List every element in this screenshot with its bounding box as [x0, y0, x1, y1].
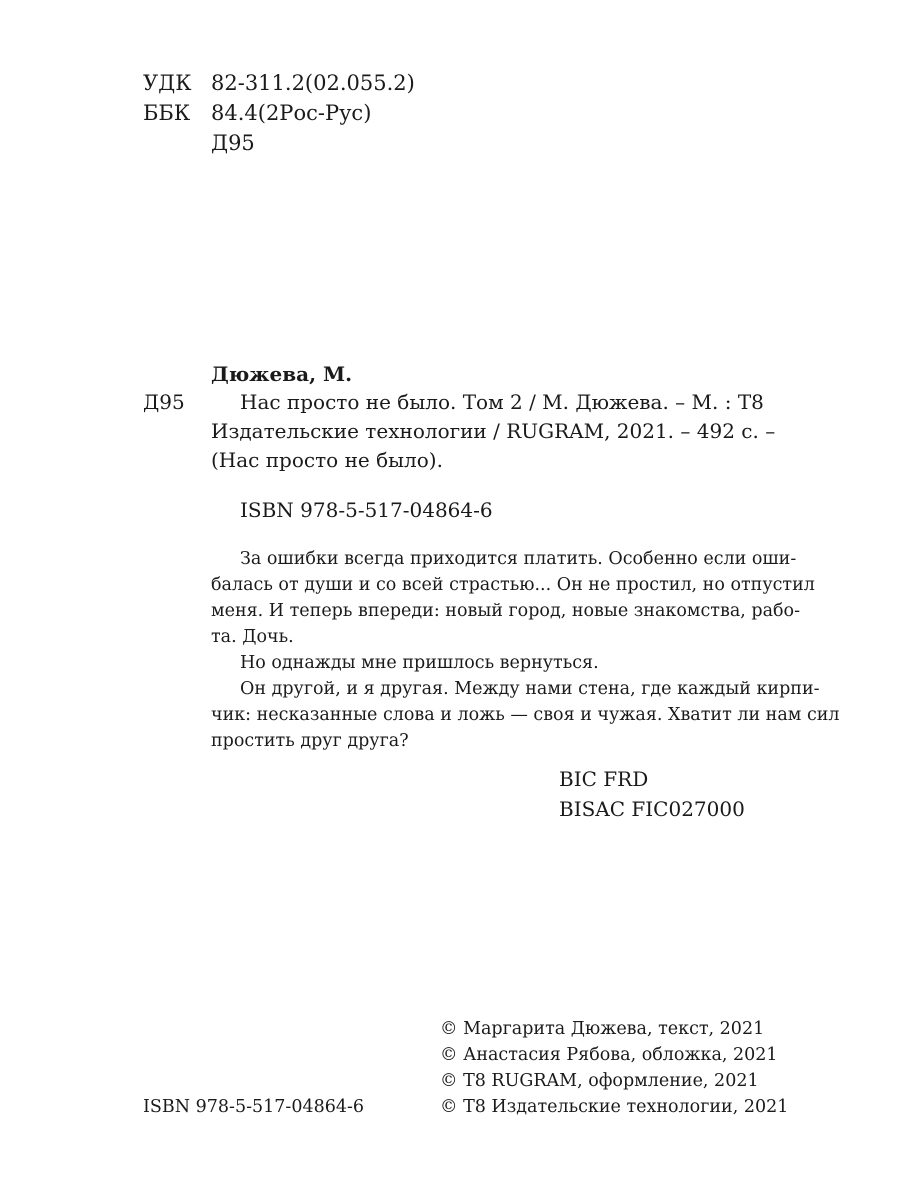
footer-isbn: ISBN 978-5-517-04864-6 — [143, 1097, 365, 1117]
annotation — [211, 546, 840, 754]
bisac-code: BISAC FIC027000 — [559, 797, 745, 821]
author-mark-row — [143, 128, 415, 158]
copyright-line: © Т8 RUGRAM, оформление, 2021 — [440, 1071, 759, 1091]
subject-codes — [559, 764, 745, 824]
copyright-line: © Т8 Издательские технологии, 2021 — [440, 1097, 789, 1117]
udk-label: УДК — [143, 71, 192, 95]
annotation-line: балась от души и со всей страстью... Он не простил, но отпустил — [211, 575, 815, 595]
bbk-row — [143, 98, 415, 128]
copyright-block — [440, 1016, 788, 1120]
catalog-mark: Д95 — [143, 390, 185, 414]
bic-code: BIC FRD — [559, 767, 649, 791]
catalog-author: Дюжева, М. — [211, 362, 353, 386]
bbk-value: 84.4(2Рос-Рус) — [211, 101, 372, 125]
author-mark: Д95 — [211, 131, 255, 155]
catalog-line-1: Нас просто не было. Том 2 / М. Дюжева. – М. : Т8 — [240, 390, 764, 414]
bbk-label: ББК — [143, 101, 191, 125]
copyright-line: © Маргарита Дюжева, текст, 2021 — [440, 1019, 765, 1039]
catalog-isbn: ISBN 978-5-517-04864-6 — [240, 498, 493, 522]
copyright-line: © Анастасия Рябова, обложка, 2021 — [440, 1045, 778, 1065]
annotation-line: меня. И теперь впереди: новый город, новые знакомства, рабо- — [211, 601, 800, 621]
annotation-line: та. Дочь. — [211, 627, 294, 647]
annotation-line: простить друг друга? — [211, 731, 409, 751]
udk-row — [143, 68, 415, 98]
catalog-line-2: Издательские технологии / RUGRAM, 2021. – 492 с. – — [211, 419, 776, 443]
udk-value: 82-311.2(02.055.2) — [211, 71, 415, 95]
annotation-line: чик: несказанные слова и ложь — своя и чужая. Хватит ли нам сил — [211, 705, 840, 725]
annotation-line: За ошибки всегда приходится платить. Особенно если оши- — [240, 549, 797, 569]
catalog-line-3: (Нас просто не было). — [211, 448, 443, 472]
classification-block — [143, 68, 415, 158]
annotation-line: Он другой, и я другая. Между нами стена, где каждый кирпи- — [240, 679, 820, 699]
annotation-line: Но однажды мне пришлось вернуться. — [240, 653, 599, 673]
